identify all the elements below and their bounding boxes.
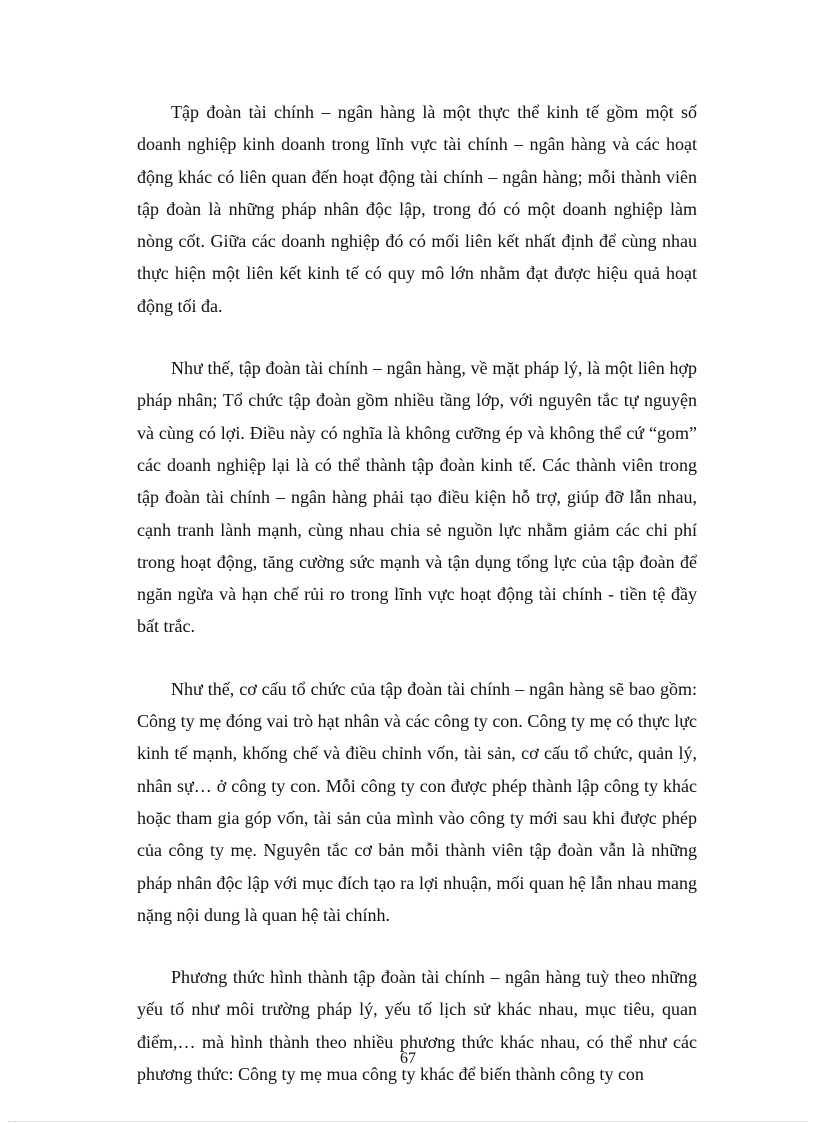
paragraph-3: Như thế, cơ cấu tổ chức của tập đoàn tài chính – ngân hàng sẽ bao gồm: Công ty mẹ đóng vai trò hạt nhân và các công ty con. Công ty mẹ có thực lực kinh tế mạnh, khống chế và điều chỉnh vốn, tài sản, cơ cấu tổ chức, quản lý, nhân sự… ở công ty con. Mỗi công ty con được phép thành lập công ty khác hoặc tham gia góp vốn, tài sản của mình vào công ty mới sau khi được phép của công ty mẹ. Nguyên tắc cơ bản mỗi thành viên tập đoàn vẫn là những pháp nhân độc lập với mục đích tạo ra lợi nhuận, mối quan hệ lẫn nhau mang nặng nội dung là quan hệ tài chính. <box>137 678 697 925</box>
page-bottom-divider <box>8 1121 808 1122</box>
paragraph-4: Phương thức hình thành tập đoàn tài chính – ngân hàng tuỳ theo những yếu tố như môi trường pháp lý, yếu tố lịch sử khác nhau, mục tiêu, quan điểm,… mà hình thành theo nhiều phương thức khác nhau, có thể như các phương thức: Công ty mẹ mua công ty khác để biến thành công ty con <box>137 967 697 1085</box>
paragraph-2: Như thế, tập đoàn tài chính – ngân hàng, về mặt pháp lý, là một liên hợp pháp nhân; Tổ chức tập đoàn gồm nhiều tầng lớp, với nguyên tắc tự nguyện và cùng có lợi. Điều này có nghĩa là không cưỡng ép và không thể cứ “gom” các doanh nghiệp lại là có thể thành tập đoàn kinh tế. Các thành viên trong tập đoàn tài chính – ngân hàng phải tạo điều kiện hỗ trợ, giúp đỡ lẫn nhau, cạnh tranh lành mạnh, cùng nhau chia sẻ nguồn lực nhằm giảm các chi phí trong hoạt động, tăng cường sức mạnh và tận dụng tổng lực của tập đoàn để ngăn ngừa và hạn chế rủi ro trong lĩnh vực hoạt động tài chính - tiền tệ đầy bất trắc. <box>137 358 697 637</box>
paragraph-1: Tập đoàn tài chính – ngân hàng là một thực thể kinh tế gồm một số doanh nghiệp kinh doanh trong lĩnh vực tài chính – ngân hàng và các hoạt động khác có liên quan đến hoạt động tài chính – ngân hàng; mỗi thành viên tập đoàn là những pháp nhân độc lập, trong đó có một doanh nghiệp làm nòng cốt. Giữa các doanh nghiệp đó có mối liên kết nhất định để cùng nhau thực hiện một liên kết kinh tế có quy mô lớn nhằm đạt được hiệu quả hoạt động tối đa. <box>137 102 697 316</box>
page-number: 67 <box>400 1050 416 1067</box>
body-text <box>137 96 697 1090</box>
